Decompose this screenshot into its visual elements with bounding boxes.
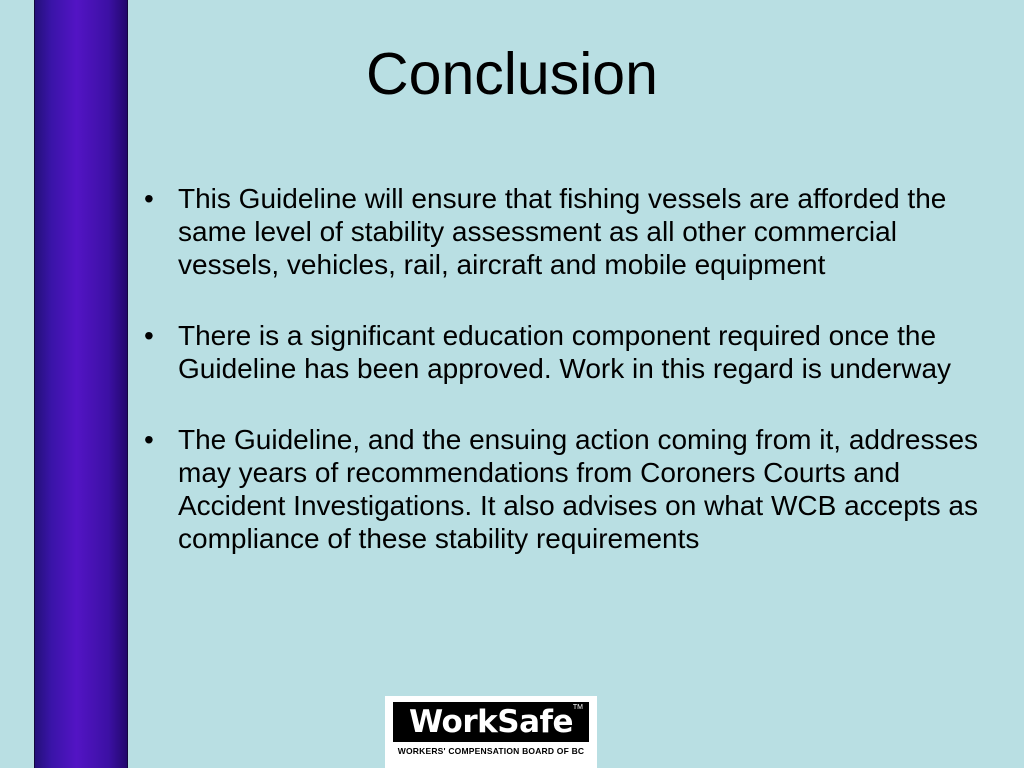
- slide-title-text: Conclusion: [366, 41, 658, 107]
- logo-wordmark-box: [393, 702, 589, 742]
- logo-trademark: TM: [572, 704, 583, 711]
- bullet-list: [140, 182, 980, 593]
- bullet-item: [140, 182, 980, 281]
- bullet-dot: •: [144, 320, 154, 351]
- bullet-text: The Guideline, and the ensuing action coming from it, addresses may years of recommendations from Coroners Courts and Accident Investigations. It also advises on what WCB accepts as compliance of these stability requirements: [178, 424, 979, 554]
- bullet-text: This Guideline will ensure that fishing vessels are afforded the same level of stability assessment as all other commercial vessels, vehicles, rail, aircraft and mobile equipment: [178, 183, 947, 280]
- logo-subtitle: WORKERS' COMPENSATION BOARD OF BC: [397, 746, 585, 756]
- bullet-item: [140, 319, 980, 385]
- worksafe-logo: [385, 696, 597, 768]
- bullet-dot: •: [144, 183, 154, 214]
- slide-title: [0, 38, 1024, 110]
- bullet-text: There is a significant education component required once the Guideline has been approved. Work in this regard is underway: [178, 320, 952, 384]
- bullet-dot: •: [144, 424, 154, 455]
- logo-wordmark: WorkSafe: [408, 704, 574, 740]
- side-decorative-bar: [34, 0, 128, 768]
- bullet-item: [140, 423, 980, 555]
